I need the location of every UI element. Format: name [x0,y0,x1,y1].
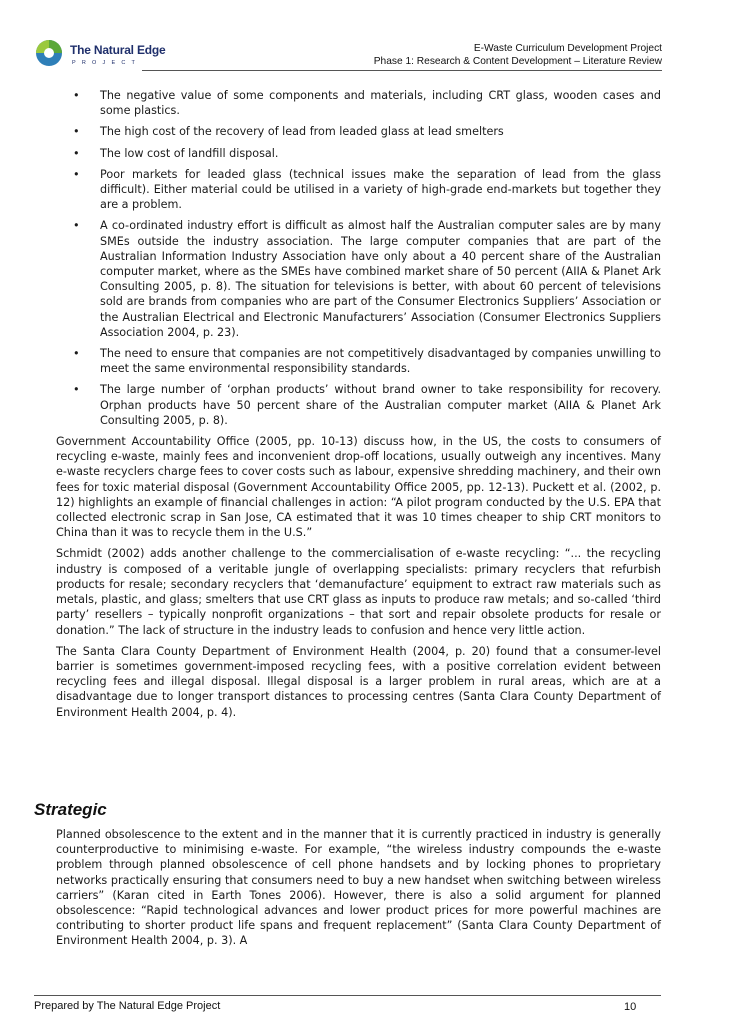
page-number: 10 [624,1001,637,1013]
footer-divider [34,995,661,996]
bullet-text: Poor markets for leaded glass (technical issues make the separation of lead from the glass difficult). Either material could be utilised in a variety of high-grade end-markets but together they are a problem. [100,167,661,212]
list-item [56,346,661,376]
list-item [56,146,661,161]
bullet-icon: • [73,89,80,102]
bullet-text: The need to ensure that companies are not competitively disadvantaged by companies unwilling to meet the same environmental responsibility standards. [100,347,661,376]
section-heading: Strategic [34,800,107,819]
bullet-icon: • [73,167,80,181]
main-content [56,88,661,726]
list-item [56,88,661,118]
bullet-icon: • [73,347,80,361]
paragraph: Government Accountability Office (2005, pp. 10-13) discuss how, in the US, the costs to consumers of recycling e-waste, mainly fees and inconvenient drop-off locations, usually outweigh any incentives. Many e-waste recyclers charge fees to cover costs such as labour, expensive shredding machinery, and their own fees for toxic material disposal (Government Accountability Office 2005, pp. 12-13). Puckett et al. (2002, p. 12) highlights an example of financial challenges in action: “A pilot program conducted by the U.S. EPA that collected electronic scrap in San Jose, CA estimated that it was 10 times cheaper to ship CRT monitors to China than it was to recycle them in the U.S.” [56,435,661,540]
bullet-text: The large number of ‘orphan products’ without brand owner to take responsibility for recovery. Orphan products have 50 percent share of the Australian computer market (AIIA & Planet Ark Consulting 2005, p. 8). [100,383,661,427]
header-project-title: E-Waste Curriculum Development Project [473,43,662,54]
bullet-icon: • [73,383,80,397]
logo-icon [34,38,64,68]
list-item [56,218,661,340]
list-item [56,167,661,213]
paragraph: Planned obsolescence to the extent and in the manner that it is currently practiced in industry is generally counterproductive to minimising e-waste. For example, “the wireless industry compounds the e-waste problem through planned obsolescence of cell phone handsets and by locking phones to proprietary networks practically ensuring that consumers need to buy a new handset when switching between wireless carriers” (Karan cited in Earth Tones 2006). However, there is also a solid argument for planned obsolescence: “Rapid technological advances and lower product prices for more powerful machines are contributing to shorter product life spans and frequent replacement” (Santa Clara County Department of Environment Health 2004, p. 3). A [56,828,661,948]
logo-name: The Natural Edge [70,43,166,57]
bullet-text: The high cost of the recovery of lead from leaded glass at lead smelters [100,125,504,139]
list-item [56,124,661,139]
bullet-text: A co-ordinated industry effort is difficult as almost half the Australian computer sales are by many SMEs outside the industry association. The large computer companies that are part of the Australian Information Industry Association have only about a 40 percent share of the Australian computer market, where as the SMEs have combined market share of 50 percent (AIIA & Planet Ark Consulting 2005, p. 8). The situation for televisions is better, with about 60 percent of televisions sold are brands from companies who are part of the Consumer Electronics Suppliers’ Association or the Australian Electrical and Electronic Manufacturers’ Association (Consumer Electronics Suppliers Association 2004, p. 23). [100,219,661,339]
logo [32,38,182,68]
section-content [56,827,661,955]
bullet-icon: • [73,125,80,139]
page-header [32,36,662,76]
logo-subtitle: PROJECT [72,60,142,66]
paragraph: The Santa Clara County Department of Environment Health (2004, p. 20) found that a consumer-level barrier is sometimes government-imposed recycling fees, with a positive correlation evident between recycling fees and illegal disposal. Illegal disposal is a larger problem in rural areas, which are at a disadvantage due to longer transport distances to processing centres (Santa Clara County Department of Environment Health 2004, p. 4). [56,644,661,719]
header-divider [142,70,662,71]
bullet-icon: • [73,146,80,160]
bullet-text: The low cost of landfill disposal. [100,146,279,160]
bullet-icon: • [73,219,80,233]
header-text [374,42,662,68]
bullet-list [56,88,661,428]
paragraph: Schmidt (2002) adds another challenge to the commercialisation of e-waste recycling: “... the recycling industry is composed of a veritable jungle of overlapping specialists: primary recyclers that refurbish products for resale; secondary recyclers that ‘demanufacture’ equipment to extract raw materials such as metals, plastic, and glass; smelters that use CRT glass as inputs to produce raw metals; and so-called ‘third party’ resellers – typically nonprofit organizations – that sort and repair obsolete products for resale or donation.” The lack of structure in the industry leads to confusion and hence very little action. [56,547,661,637]
footer-credit: Prepared by The Natural Edge Project [34,1000,221,1012]
header-phase-title: Phase 1: Research & Content Development – Literature Review [373,56,662,67]
bullet-text: The negative value of some components and materials, including CRT glass, wooden cases and some plastics. [100,89,661,118]
list-item [56,382,661,428]
